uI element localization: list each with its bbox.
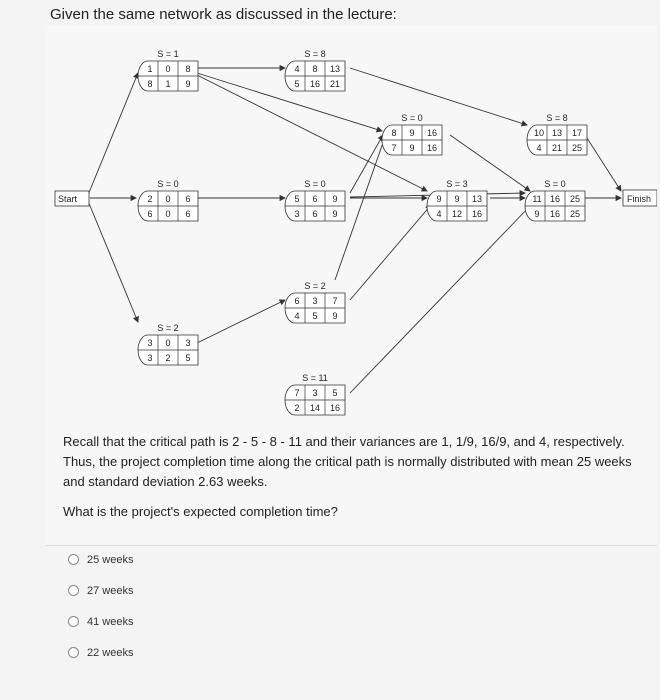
node-cell-top-0: 1 [147, 64, 153, 74]
node-cell-top-2: 7 [332, 296, 338, 306]
node-cell-bottom-0: 4 [536, 143, 542, 153]
node-slack-label: S = 1 [157, 49, 179, 59]
node-cell-bottom-1: 6 [312, 209, 318, 219]
node-cell-top-0: 6 [294, 296, 300, 306]
node-cell-top-0: 2 [147, 194, 153, 204]
option-27-weeks[interactable] [68, 575, 133, 606]
node-cell-top-1: 3 [312, 388, 318, 398]
node-cell-bottom-2: 6 [185, 209, 191, 219]
node-cell-top-1: 9 [454, 194, 460, 204]
edge-n10-finish [585, 135, 621, 191]
radio-button[interactable] [68, 647, 79, 658]
network-node-n7 [285, 373, 345, 415]
node-cell-top-1: 3 [312, 296, 318, 306]
node-cell-top-2: 16 [426, 128, 438, 138]
edge-n3-n6 [197, 300, 285, 343]
node-cell-top-0: 4 [294, 64, 300, 74]
option-label: 41 weeks [87, 615, 134, 628]
node-cell-bottom-0: 5 [294, 79, 300, 89]
node-cell-bottom-0: 3 [147, 353, 153, 363]
node-cell-bottom-1: 21 [551, 143, 563, 153]
edge-n6-n9 [350, 205, 431, 300]
node-cell-top-2: 17 [571, 128, 583, 138]
radio-button[interactable] [68, 585, 79, 596]
option-22-weeks[interactable] [68, 637, 133, 668]
node-cell-bottom-2: 16 [426, 143, 438, 153]
node-cell-bottom-1: 2 [165, 353, 171, 363]
node-cell-bottom-0: 2 [294, 403, 300, 413]
recall-text: Recall that the critical path is 2 - 5 - 8 - 11 and their variances are 1, 1/9, 16/9, and 4, respectively. Thus, the project completion time along the critical path is normally distributed with mean 25 weeks and standard deviation 2.63 weeks. [63, 434, 632, 489]
node-cell-bottom-2: 25 [569, 209, 581, 219]
node-cell-bottom-1: 0 [165, 209, 171, 219]
network-diagram [45, 25, 657, 425]
finish-node [623, 190, 657, 206]
node-cell-bottom-0: 8 [147, 79, 153, 89]
node-cell-bottom-0: 4 [294, 311, 300, 321]
node-cell-bottom-0: 9 [534, 209, 540, 219]
node-cell-bottom-1: 16 [549, 209, 561, 219]
finish-label: Finish [627, 194, 652, 204]
option-label: 25 weeks [87, 553, 134, 566]
node-cell-bottom-1: 5 [312, 311, 318, 321]
option-25-weeks[interactable] [68, 544, 133, 575]
node-cell-top-2: 9 [332, 194, 338, 204]
node-cell-bottom-0: 3 [294, 209, 300, 219]
node-cell-bottom-1: 9 [409, 143, 415, 153]
node-cell-top-1: 8 [312, 64, 318, 74]
node-slack-label: S = 8 [546, 113, 568, 123]
question-title: Given the same network as discussed in the lecture: [50, 6, 397, 23]
network-node-n8 [382, 113, 442, 155]
node-slack-label: S = 0 [157, 179, 179, 189]
node-cell-top-1: 16 [549, 194, 561, 204]
question-prompt: What is the project's expected completion time? [63, 504, 338, 519]
network-node-n3 [138, 323, 198, 365]
node-slack-label: S = 2 [304, 281, 326, 291]
node-cell-bottom-2: 21 [329, 79, 341, 89]
node-cell-top-2: 25 [569, 194, 581, 204]
node-cell-top-0: 9 [436, 194, 442, 204]
node-cell-bottom-1: 12 [451, 209, 463, 219]
node-slack-label: S = 11 [302, 373, 328, 383]
radio-button[interactable] [68, 616, 79, 627]
node-cell-top-2: 13 [471, 194, 483, 204]
node-slack-label: S = 0 [401, 113, 423, 123]
node-cell-bottom-2: 16 [329, 403, 341, 413]
node-cell-bottom-2: 5 [185, 353, 191, 363]
node-cell-bottom-2: 25 [571, 143, 583, 153]
node-cell-bottom-1: 14 [309, 403, 321, 413]
node-slack-label: S = 8 [304, 49, 326, 59]
node-cell-top-2: 8 [185, 64, 191, 74]
node-slack-label: S = 0 [544, 179, 566, 189]
node-cell-top-0: 5 [294, 194, 300, 204]
edge-n4-n10 [350, 68, 527, 125]
node-cell-top-2: 13 [329, 64, 341, 74]
network-node-n1 [138, 49, 198, 91]
node-cell-bottom-0: 4 [436, 209, 442, 219]
node-cell-bottom-1: 16 [309, 79, 321, 89]
node-cell-top-1: 9 [409, 128, 415, 138]
node-cell-top-0: 7 [294, 388, 300, 398]
network-node-n4 [285, 49, 345, 91]
node-slack-label: S = 2 [157, 323, 179, 333]
nodes-layer [138, 49, 587, 415]
network-node-n6 [285, 281, 345, 323]
start-node [55, 191, 89, 206]
node-cell-top-0: 3 [147, 338, 153, 348]
edge-start-n1 [88, 73, 138, 195]
node-cell-bottom-2: 16 [471, 209, 483, 219]
node-slack-label: S = 3 [446, 179, 468, 189]
network-node-n9 [427, 179, 487, 221]
edge-start-n3 [88, 201, 138, 322]
node-cell-top-0: 8 [391, 128, 397, 138]
node-cell-top-1: 6 [312, 194, 318, 204]
network-node-n2 [138, 179, 198, 221]
node-cell-bottom-2: 9 [332, 209, 338, 219]
node-cell-bottom-2: 9 [332, 311, 338, 321]
network-node-n11 [525, 179, 585, 221]
edge-n5-n8 [350, 135, 383, 193]
node-cell-bottom-0: 7 [391, 143, 397, 153]
node-cell-top-0: 11 [532, 194, 542, 204]
node-cell-top-2: 5 [332, 388, 338, 398]
start-label: Start [58, 194, 78, 204]
option-41-weeks[interactable] [68, 606, 133, 637]
network-node-n10 [527, 113, 587, 155]
node-cell-top-1: 13 [551, 128, 563, 138]
answer-options [68, 544, 133, 668]
node-cell-bottom-0: 6 [147, 209, 153, 219]
option-label: 27 weeks [87, 584, 134, 597]
radio-button[interactable] [68, 554, 79, 565]
node-cell-top-1: 0 [165, 194, 171, 204]
node-cell-top-2: 3 [185, 338, 191, 348]
node-cell-top-0: 10 [533, 128, 545, 138]
node-cell-bottom-1: 1 [165, 79, 171, 89]
network-node-n5 [285, 179, 345, 221]
edge-n7-n11 [350, 205, 531, 393]
node-cell-top-1: 0 [165, 64, 171, 74]
node-cell-bottom-2: 9 [185, 79, 191, 89]
node-cell-top-2: 6 [185, 194, 191, 204]
option-label: 22 weeks [87, 646, 134, 659]
node-cell-top-1: 0 [165, 338, 171, 348]
node-slack-label: S = 0 [304, 179, 326, 189]
